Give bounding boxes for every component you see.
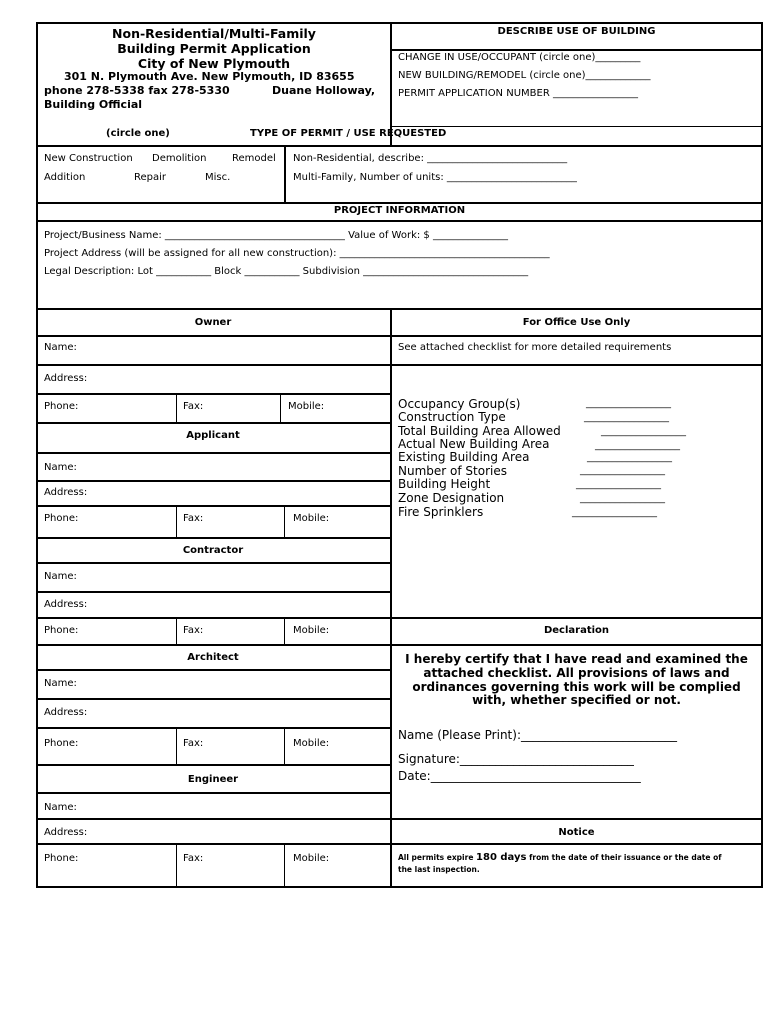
project-address-field[interactable]: Project Address (will be assigned for all new construction): __________________________________________ — [44, 248, 550, 259]
contractor-heading-rule — [36, 562, 390, 564]
applicant-heading: Applicant — [186, 430, 240, 441]
new-building-field[interactable]: NEW BUILDING/REMODEL (circle one)_____________ — [398, 70, 651, 81]
number-of-stories-blank[interactable]: _________________ — [580, 465, 665, 476]
permit-type-rule — [36, 145, 763, 147]
architect-phone-divider — [176, 727, 177, 764]
architect-phone-label[interactable]: Phone: — [44, 738, 79, 749]
applicant-phone-rule — [36, 537, 390, 539]
declaration-text-3: ordinances governing this work will be complied — [412, 680, 741, 694]
engineer-name-rule — [36, 818, 763, 820]
engineer-heading: Engineer — [187, 774, 239, 785]
applicant-mobile-label[interactable]: Mobile: — [293, 513, 330, 524]
notice-days: 180 days — [476, 852, 527, 863]
contractor-phone-divider — [176, 617, 177, 644]
architect-address-rule — [36, 727, 390, 729]
engineer-address-rule — [36, 843, 763, 845]
signature-field[interactable]: Signature:_____________________________ — [398, 752, 634, 766]
existing-area-blank[interactable]: _________________ — [587, 452, 672, 463]
architect-mobile-label[interactable]: Mobile: — [293, 738, 330, 749]
city-name: City of New Plymouth — [137, 56, 291, 71]
permit-type-divider — [284, 145, 286, 202]
multi-family-field[interactable]: Multi-Family, Number of units: __________________________ — [293, 172, 577, 183]
contractor-name-rule — [36, 591, 390, 593]
contractor-address-rule — [36, 617, 763, 619]
applicant-fax-label[interactable]: Fax: — [183, 513, 204, 524]
declaration-text-2: attached checklist. All provisions of laws and — [423, 666, 730, 680]
existing-area-label: Existing Building Area — [398, 450, 530, 464]
building-height-blank[interactable]: _________________ — [576, 479, 661, 490]
engineer-heading-rule — [36, 792, 390, 794]
engineer-mobile-label[interactable]: Mobile: — [293, 853, 330, 864]
engineer-name-label[interactable]: Name: — [44, 802, 77, 813]
architect-phone-rule — [36, 764, 390, 766]
owner-mobile-label[interactable]: Mobile: — [288, 401, 325, 412]
non-residential-field[interactable]: Non-Residential, describe: ____________________________ — [293, 153, 568, 164]
declaration-text-4: with, whether specified or not. — [472, 693, 681, 707]
date-field[interactable]: Date:___________________________________ — [398, 769, 641, 783]
contractor-heading: Contractor — [182, 545, 244, 556]
occupancy-group-label: Occupancy Group(s) — [398, 397, 521, 411]
permit-type-title: TYPE OF PERMIT / USE REQUESTED — [250, 128, 447, 139]
owner-phone-divider — [176, 393, 177, 422]
form-title: Non-Residential/Multi-Family — [112, 26, 316, 41]
notice-heading: Notice — [558, 827, 595, 838]
circle-one-label: (circle one) — [106, 128, 170, 139]
contractor-fax-divider — [284, 617, 285, 644]
zone-designation-label: Zone Designation — [398, 491, 505, 505]
owner-fax-label[interactable]: Fax: — [183, 401, 204, 412]
option-misc[interactable]: Misc. — [205, 172, 231, 183]
contractor-phone-rule — [36, 644, 763, 646]
notice-text-c: the last inspection. — [398, 865, 480, 874]
architect-heading-rule — [36, 669, 390, 671]
applicant-phone-divider — [176, 505, 177, 537]
option-addition[interactable]: Addition — [44, 172, 86, 183]
lower-top-rule — [36, 308, 763, 310]
office-note-rule — [390, 364, 763, 366]
official-name: Duane Holloway, — [272, 84, 376, 97]
contractor-address-label[interactable]: Address: — [44, 599, 88, 610]
owner-fax-divider — [280, 393, 281, 422]
contractor-name-label[interactable]: Name: — [44, 571, 77, 582]
engineer-phone-divider — [176, 843, 177, 888]
project-title-rule — [36, 220, 763, 222]
name-print-field[interactable]: Name (Please Print):__________________________ — [398, 728, 677, 742]
total-area-allowed-label: Total Building Area Allowed — [398, 424, 561, 438]
owner-heading-rule — [36, 335, 390, 337]
fire-sprinklers-label: Fire Sprinklers — [398, 505, 484, 519]
applicant-address-rule — [36, 505, 390, 507]
applicant-name-rule — [36, 480, 390, 482]
applicant-name-label[interactable]: Name: — [44, 462, 77, 473]
engineer-fax-divider — [284, 843, 285, 888]
applicant-phone-label[interactable]: Phone: — [44, 513, 79, 524]
option-repair[interactable]: Repair — [134, 172, 167, 183]
notice-text-a: All permits expire — [398, 853, 474, 862]
official-title: Building Official — [44, 98, 143, 111]
applicant-address-label[interactable]: Address: — [44, 487, 88, 498]
engineer-fax-label[interactable]: Fax: — [183, 853, 204, 864]
engineer-address-label[interactable]: Address: — [44, 827, 88, 838]
construction-type-blank[interactable]: _________________ — [584, 412, 669, 423]
city-phone: phone 278-5338 fax 278-5330 — [44, 84, 230, 97]
option-new-construction[interactable]: New Construction — [44, 153, 133, 164]
change-use-field[interactable]: CHANGE IN USE/OCCUPANT (circle one)_________ — [398, 52, 641, 63]
project-top-rule — [36, 202, 763, 204]
owner-heading: Owner — [194, 317, 232, 328]
city-address: 301 N. Plymouth Ave. New Plymouth, ID 83655 — [64, 70, 355, 83]
owner-name-label[interactable]: Name: — [44, 342, 77, 353]
permit-number-field[interactable]: PERMIT APPLICATION NUMBER _________________ — [398, 88, 638, 99]
architect-fax-divider — [284, 727, 285, 764]
checklist-note: See attached checklist for more detailed requirements — [398, 342, 672, 353]
contractor-phone-label[interactable]: Phone: — [44, 625, 79, 636]
lower-center-divider — [390, 308, 392, 888]
architect-heading: Architect — [187, 652, 239, 663]
owner-address-label[interactable]: Address: — [44, 373, 88, 384]
construction-type-label: Construction Type — [398, 410, 506, 424]
actual-new-area-label: Actual New Building Area — [398, 437, 550, 451]
zone-designation-blank[interactable]: _________________ — [580, 493, 665, 504]
occupancy-group-blank[interactable]: _________________ — [586, 398, 671, 409]
owner-phone-rule — [36, 422, 390, 424]
building-height-label: Building Height — [398, 477, 491, 491]
notice-text — [398, 852, 722, 863]
project-name-field[interactable]: Project/Business Name: ____________________________________ Value of Work: $ _______________ — [44, 230, 508, 241]
engineer-phone-label[interactable]: Phone: — [44, 853, 79, 864]
option-demolition[interactable]: Demolition — [152, 153, 207, 164]
applicant-fax-divider — [284, 505, 285, 537]
notice-text-b: from the date of their issuance or the date of — [529, 853, 722, 862]
describe-use-bottom — [390, 126, 763, 127]
total-area-allowed-blank[interactable]: _________________ — [601, 426, 686, 437]
architect-name-label[interactable]: Name: — [44, 678, 77, 689]
declaration-text-1: I hereby certify that I have read and examined the — [405, 652, 748, 666]
project-info-title: PROJECT INFORMATION — [333, 205, 466, 216]
owner-name-rule — [36, 364, 390, 366]
architect-fax-label[interactable]: Fax: — [183, 738, 204, 749]
form-subtitle: Building Permit Application — [117, 41, 311, 56]
owner-address-rule — [36, 393, 390, 395]
office-use-heading: For Office Use Only — [522, 317, 631, 328]
actual-new-area-blank[interactable]: _________________ — [595, 440, 680, 451]
describe-use-rule — [390, 49, 763, 51]
architect-address-label[interactable]: Address: — [44, 707, 88, 718]
describe-use-title: DESCRIBE USE OF BUILDING — [497, 26, 656, 37]
declaration-heading: Declaration — [543, 625, 610, 636]
contractor-mobile-label[interactable]: Mobile: — [293, 625, 330, 636]
applicant-heading-rule — [36, 452, 390, 454]
office-heading-rule — [390, 335, 763, 337]
legal-description-field[interactable]: Legal Description: Lot ___________ Block ___________ Subdivision _________________________________ — [44, 266, 529, 277]
architect-name-rule — [36, 698, 390, 700]
owner-phone-label[interactable]: Phone: — [44, 401, 79, 412]
fire-sprinklers-blank[interactable]: _________________ — [572, 507, 657, 518]
number-of-stories-label: Number of Stories — [398, 464, 507, 478]
contractor-fax-label[interactable]: Fax: — [183, 625, 204, 636]
option-remodel[interactable]: Remodel — [232, 153, 276, 164]
